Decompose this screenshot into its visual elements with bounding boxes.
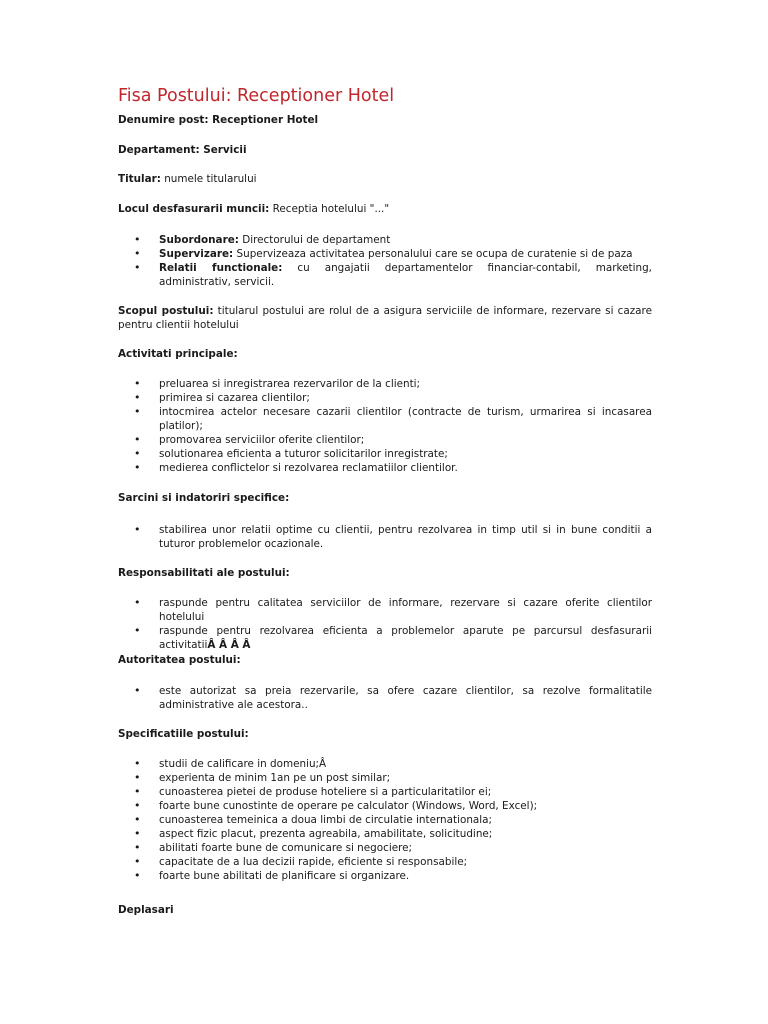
responsabilitati-list bbox=[118, 596, 652, 652]
list-item: • este autorizat sa preia rezervarile, sa ofere cazare clientilor, sa rezolve formalitatile administrative ale acestora.. bbox=[118, 684, 652, 712]
list-item: • preluarea si inregistrarea rezervarilor de la clienti; bbox=[118, 377, 652, 391]
list-item: • solutionarea eficienta a tuturor solicitarilor inregistrate; bbox=[118, 447, 652, 461]
list-item: • raspunde pentru calitatea serviciilor de informare, rezervare si cazare oferite clientilor hotelului bbox=[118, 596, 652, 624]
list-item: • promovarea serviciilor oferite clientilor; bbox=[118, 433, 652, 447]
list-item: • medierea conflictelor si rezolvarea reclamatiilor clientilor. bbox=[118, 461, 652, 475]
list-item bbox=[118, 247, 652, 261]
responsabilitati-heading: Responsabilitati ale postului: bbox=[118, 567, 290, 579]
list-item: • cunoasterea temeinica a doua limbi de circulatie internationala; bbox=[118, 813, 652, 827]
list-item: • abilitati foarte bune de comunicare si negociere; bbox=[118, 841, 652, 855]
list-item: • stabilirea unor relatii optime cu clientii, pentru rezolvarea in timp util si in bune conditii a tuturor problemelor ocazionale. bbox=[118, 523, 652, 551]
sarcini-heading: Sarcini si indatoriri specifice: bbox=[118, 492, 290, 504]
activitati-list bbox=[118, 377, 652, 475]
titular-line bbox=[118, 172, 257, 186]
item-value: cu angajatii departamentelor financiar-contabil, marketing, administrativ, servicii. bbox=[159, 262, 652, 288]
denumire-post: Denumire post: Receptioner Hotel bbox=[118, 114, 319, 126]
item-label: Subordonare: bbox=[159, 234, 239, 246]
list-item: • capacitate de a lua decizii rapide, eficiente si responsabile; bbox=[118, 855, 652, 869]
list-item: • foarte bune abilitati de planificare si organizare. bbox=[118, 869, 652, 883]
list-item: • aspect fizic placut, prezenta agreabila, amabilitate, solicitudine; bbox=[118, 827, 652, 841]
list-item: • experienta de minim 1an pe un post similar; bbox=[118, 771, 652, 785]
item-value: Supervizeaza activitatea personalului care se ocupa de curatenie si de paza bbox=[236, 248, 633, 260]
list-item: • intocmirea actelor necesare cazarii clientilor (contracte de turism, urmarirea si incasarea platilor); bbox=[118, 405, 652, 433]
titular-value: numele titularului bbox=[164, 173, 257, 185]
list-item: • cunoasterea pietei de produse hoteliere si a particularitatilor ei; bbox=[118, 785, 652, 799]
page-title: Fisa Postului: Receptioner Hotel bbox=[118, 86, 395, 106]
specificatiile-list bbox=[118, 757, 652, 883]
departament: Departament: Servicii bbox=[118, 144, 247, 156]
item-value: Directorului de departament bbox=[242, 234, 391, 246]
locul-label: Locul desfasurarii muncii: bbox=[118, 203, 270, 215]
activitati-heading: Activitati principale: bbox=[118, 348, 238, 360]
item-label: Supervizare: bbox=[159, 248, 234, 260]
scopul-value: titularul postului are rolul de a asigura serviciile de informare, rezervare si cazare pentru clientii hotelului bbox=[118, 305, 652, 331]
list-item bbox=[118, 233, 652, 247]
list-item: • foarte bune cunostinte de operare pe calculator (Windows, Word, Excel); bbox=[118, 799, 652, 813]
relatii-list bbox=[118, 233, 652, 289]
list-item bbox=[118, 261, 652, 289]
list-item: • primirea si cazarea clientilor; bbox=[118, 391, 652, 405]
deplasari-heading: Deplasari bbox=[118, 904, 174, 916]
item-text: raspunde pentru rezolvarea eficienta a problemelor aparute pe parcursul desfasurarii activitatii bbox=[159, 625, 652, 651]
locul-line bbox=[118, 202, 389, 216]
autoritatea-heading: Autoritatea postului: bbox=[118, 654, 241, 666]
scopul-label: Scopul postului: bbox=[118, 305, 214, 317]
list-item bbox=[118, 624, 652, 652]
item-garbled-text: Â Â Â Â bbox=[207, 639, 251, 651]
specificatiile-heading: Specificatiile postului: bbox=[118, 728, 249, 740]
sarcini-list bbox=[118, 523, 652, 551]
list-item: • studii de calificare in domeniu;Â bbox=[118, 757, 652, 771]
item-label: Relatii functionale: bbox=[159, 262, 283, 274]
scopul-paragraph bbox=[118, 304, 652, 332]
titular-label: Titular: bbox=[118, 173, 161, 185]
locul-value: Receptia hotelului "..." bbox=[272, 203, 390, 215]
autoritatea-list bbox=[118, 684, 652, 712]
